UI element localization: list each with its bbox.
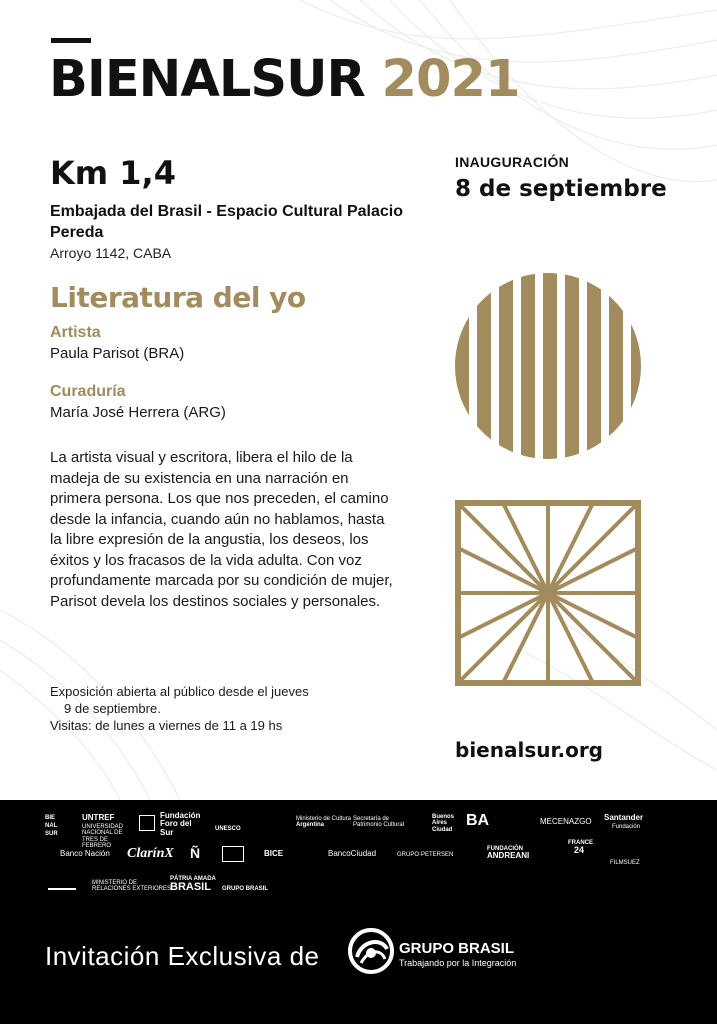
sponsor-square-logo [222,846,244,862]
sponsor-ba-l3: Ciudad [432,826,453,833]
bienalsur-circle-stripes-icon [455,273,641,459]
header-rule [51,38,91,43]
footer-grupo-tagline: Trabajando por la Integración [399,958,517,968]
curator-label: Curaduría [50,383,126,400]
sponsor-france24-l1: FRANCE [568,840,593,846]
brand-year: 2021 [381,50,520,109]
sponsor-untref: UNTREF [82,813,115,822]
visit-line-3: Visitas: de lunes a viernes de 11 a 19 hs [50,718,283,733]
sponsor-untref-sub: UNIVERSIDAD NACIONAL DE TRES DE FEBRERO [82,824,124,849]
sponsor-embajada-icon [48,874,76,890]
sponsors-strip [0,800,717,910]
sponsor-foro-l2: Foro del [160,819,192,829]
sponsor-mecenazgo: MECENAZGO [540,817,592,826]
footer-grupo-name: GRUPO BRASIL [399,940,515,957]
artist-label: Artista [50,324,101,341]
footer-invite-text: Invitación Exclusiva de [45,941,320,971]
venue-address: Arroyo 1142, CABA [50,245,172,261]
venue-km: Km 1,4 [50,154,176,192]
sponsor-ba: BA [466,812,490,829]
sponsor-brasil-l2: BRASIL [170,881,211,894]
sponsor-andreani [487,846,529,861]
bienalsur-sunburst-square-icon [455,500,641,686]
sponsor-santander-sub: Fundación [612,824,641,830]
sponsor-france24 [568,840,593,856]
sponsor-buenos-aires [432,814,454,833]
visit-info [50,683,370,734]
sponsor-andreani-l2: ANDREANI [487,851,530,861]
sponsor-mc-l2: Argentina [296,822,325,829]
sponsor-unesco: UNESCO [215,826,241,832]
sponsor-sec-l2: Patrimonio Cultural [353,822,405,829]
sponsor-sec-l1: Secretaría de [353,816,390,822]
sponsor-santander: Santander [604,813,644,822]
sponsor-france24-l2: 24 [573,845,584,856]
artist-name: Paula Parisot (BRA) [50,345,185,362]
exhibit-description: La artista visual y escritora, libera el hilo de la madeja de su existencia en una narración en primera persona. Los que nos preceden, el camino desde la infancia, cuando aún no hablamos, hasta la libre expresión de la angustia, los deseos, los éxitos y los fracasos de la vida adulta. Con voz profundamente marcada por su condición de mujer, Parisot devela los destinos sociales y personales. [50,449,393,610]
sponsor-brasil-l1: PÁTRIA AMADA [170,876,216,882]
curator-name: María José Herrera (ARG) [50,404,226,421]
visit-line-1: Exposición abierta al público desde el jueves [50,684,309,699]
brand-name: BIENALSUR [49,50,365,109]
sponsor-foro-icon [139,815,155,831]
sponsor-ba-l1: Buenos [432,814,455,820]
sponsor-ba-l2: Aires [432,820,448,827]
grupo-brasil-swirl-icon [347,927,395,975]
website-link[interactable]: bienalsur.org [455,738,603,762]
venue-name: Embajada del Brasil - Espacio Cultural Palacio Pereda [50,203,404,241]
sponsor-secretaria [353,816,404,829]
sponsor-brasil [170,876,216,894]
sponsor-ministerio-rree [92,880,171,893]
sponsor-bice: BICE [264,849,284,858]
exhibit-title: Literatura del yo [50,281,306,314]
sponsor-rree-l1: MINISTERIO DE [92,880,138,886]
sponsor-grupo-petersen: GRUPO·PETERSEN [397,852,454,858]
sponsor-andreani-l1: FUNDACIÓN [487,846,523,852]
brand-title [49,50,519,110]
sponsor-mc-l1: Ministerio de Cultura [296,816,352,822]
sponsor-grupo-brasil: GRUPO BRASIL [222,886,269,892]
sponsor-rree-l2: RELACIONES EXTERIORES [92,886,172,893]
sponsor-banco-nacion: Banco Nación [60,849,110,858]
visit-line-2: 9 de septiembre. [64,701,161,716]
sponsor-foro-l1: Fundación [160,811,201,820]
inauguration-date: 8 de septiembre [455,176,667,202]
sponsor-clarin: ClarínX [127,846,174,861]
sponsor-banco-ciudad: BancoCiudad [328,849,377,858]
sponsor-foro-l3: Sur [160,827,174,837]
sponsor-filmsuez: FILMSUEZ [610,860,640,866]
inauguration-label: INAUGURACIÓN [455,154,570,170]
sponsor-ministerio-cultura [296,816,351,829]
sponsor-n-logo: Ñ [190,845,201,861]
sponsor-foro [160,812,200,837]
sponsor-bienalsur: BIE NAL SUR [45,815,58,837]
